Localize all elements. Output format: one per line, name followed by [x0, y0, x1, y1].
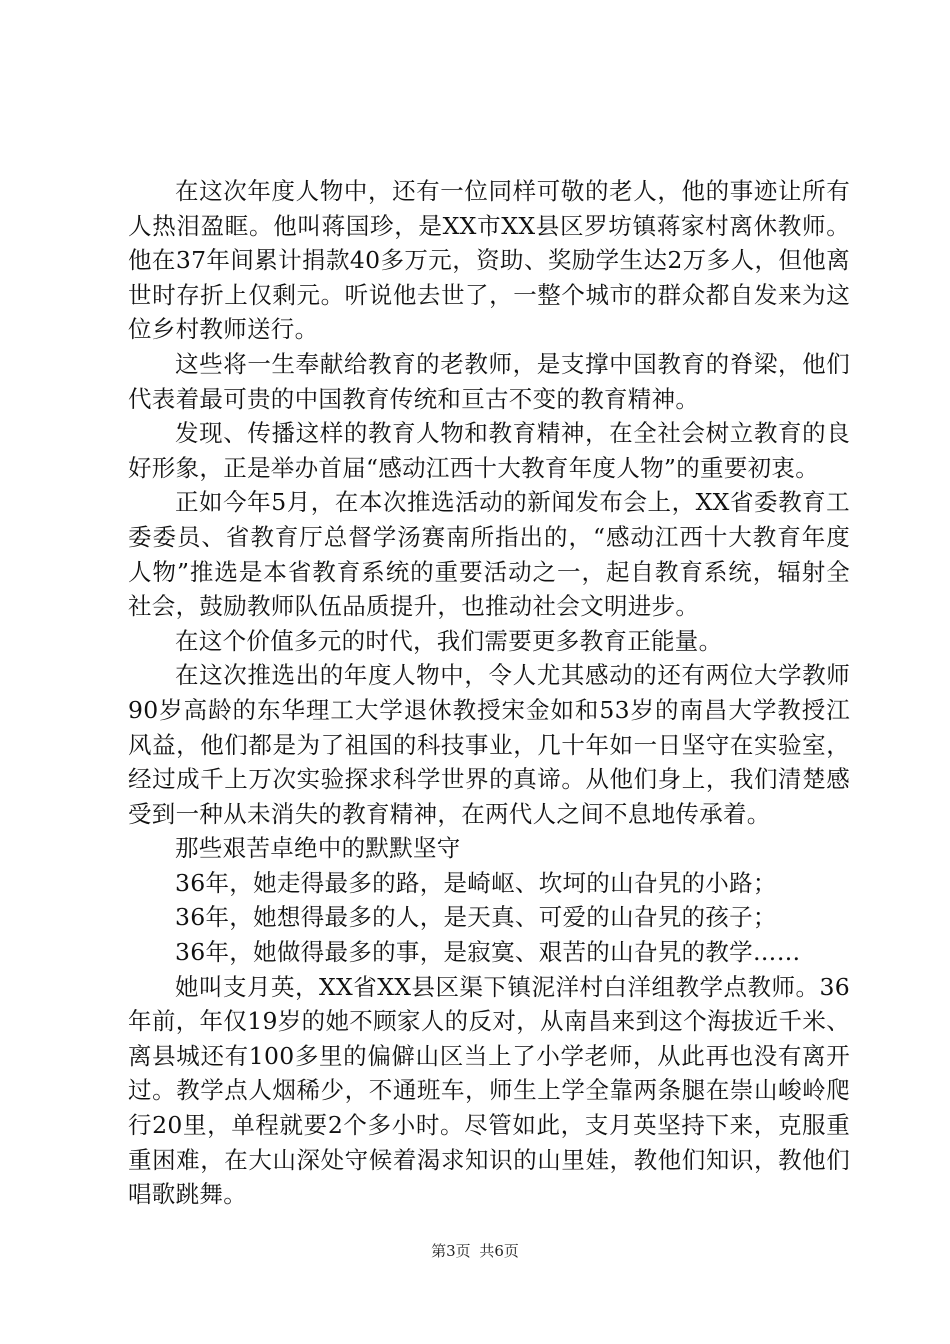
document-body — [128, 174, 850, 1212]
paragraph-5: 在这个价值多元的时代，我们需要更多教育正能量。 — [175, 626, 723, 655]
paragraph-3: 发现、传播这样的教育人物和教育精神，在全社会树立教育的良好形象，正是举办首届“感动江西十大教育年度人物”的重要初衷。 — [128, 419, 850, 482]
page-footer — [0, 1240, 950, 1261]
paragraph-4: 正如今年5月，在本次推选活动的新闻发布会上，XX省委教育工委委员、省教育厅总督学汤赛南所指出的，“感动江西十大教育年度人物”推选是本省教育系统的重要活动之一，起自教育系统，辐射全社会，鼓励教师队伍品质提升，也推动社会文明进步。 — [128, 488, 850, 621]
paragraph-1: 在这次年度人物中，还有一位同样可敬的老人，他的事迹让所有人热泪盈眶。他叫蒋国珍，是XX市XX县区罗坊镇蒋家村离休教师。他在37年间累计捐款40多万元，资助、奖励学生达2万多人，但他离世时存折上仅剩元。听说他去世了，一整个城市的群众都自发来为这位乡村教师送行。 — [128, 177, 850, 344]
paragraph-2: 这些将一生奉献给教育的老教师，是支撑中国教育的脊梁，他们代表着最可贵的中国教育传统和亘古不变的教育精神。 — [128, 349, 850, 413]
verse-line-2: 36年，她想得最多的人，是天真、可爱的山旮旯的孩子； — [175, 903, 777, 932]
verse-line-1: 36年，她走得最多的路，是崎岖、坎坷的山旮旯的小路； — [175, 868, 777, 897]
paragraph-7: 她叫支月英，XX省XX县区渠下镇泥洋村白洋组教学点教师。36年前，年仅19岁的她不顾家人的反对，从南昌来到这个海拔近千米、离县城还有100多里的偏僻山区当上了小学老师，从此再也没有离开过。教学点人烟稀少，不通班车，师生上学全靠两条腿在崇山峻岭爬行20里，单程就要2个多小时。尽管如此，支月英坚持下来，克服重重困难，在大山深处守候着渴求知识的山里娃，教他们知识，教他们唱歌跳舞。 — [128, 972, 850, 1209]
paragraph-6: 在这次推选出的年度人物中，令人尤其感动的还有两位大学教师90岁高龄的东华理工大学退休教授宋金如和53岁的南昌大学教授江风益，他们都是为了祖国的科技事业，几十年如一日坚守在实验室，经过成千上万次实验探求科学世界的真谛。从他们身上，我们清楚感受到一种从未消失的教育精神，在两代人之间不息地传承着。 — [128, 661, 850, 828]
page-number: 第3页 — [431, 1242, 471, 1260]
page-total: 共6页 — [479, 1242, 519, 1260]
verse-line-3: 36年，她做得最多的事，是寂寞、艰苦的山旮旯的教学…… — [175, 938, 801, 967]
section-heading: 那些艰苦卓绝中的默默坚守 — [175, 834, 461, 863]
